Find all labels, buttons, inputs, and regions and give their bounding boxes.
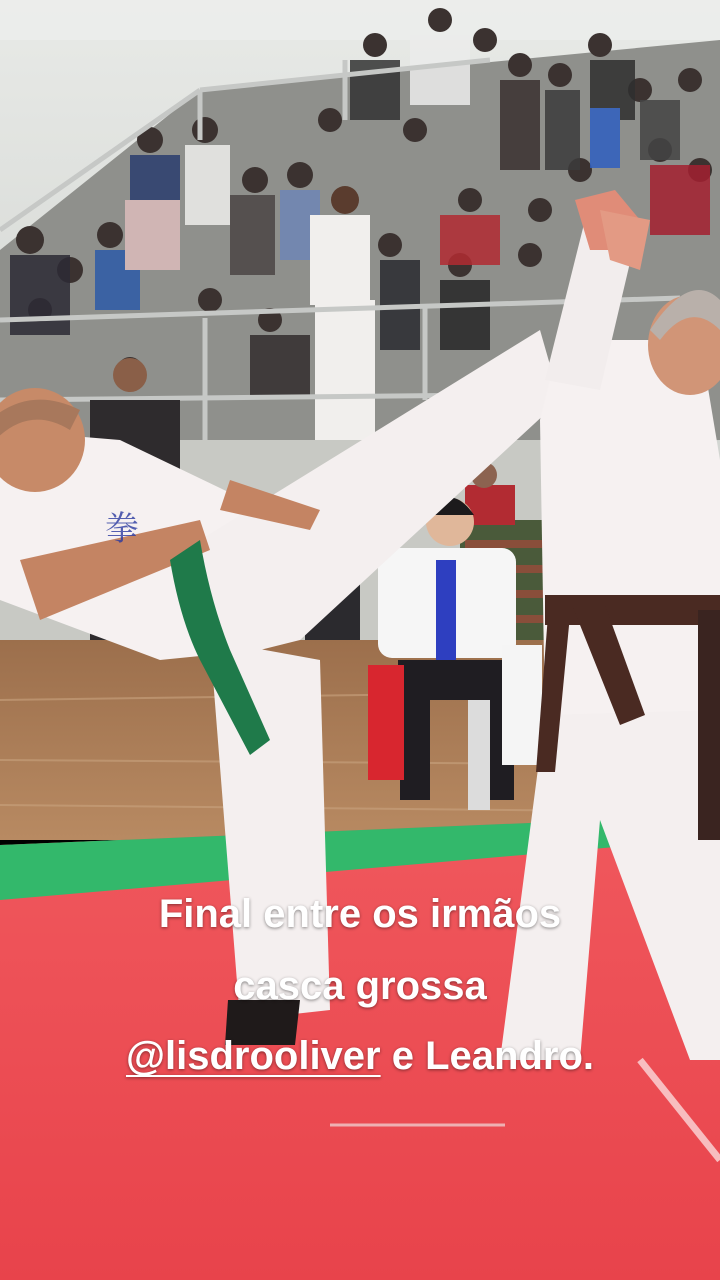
caption-line-1: Final entre os irmãos [158, 892, 562, 936]
caption-line-3 [0, 1036, 720, 1076]
red-flag [368, 665, 404, 780]
caption-line-2: casca grossa [233, 964, 487, 1008]
white-flag [502, 645, 542, 765]
spectator-in-gi [310, 186, 375, 440]
caption-line-3-rest: e Leandro. [380, 1034, 595, 1078]
svg-text:拳: 拳 [105, 511, 139, 548]
user-mention-link[interactable]: @lisdrooliver [125, 1034, 381, 1078]
sports-net [0, 0, 720, 40]
